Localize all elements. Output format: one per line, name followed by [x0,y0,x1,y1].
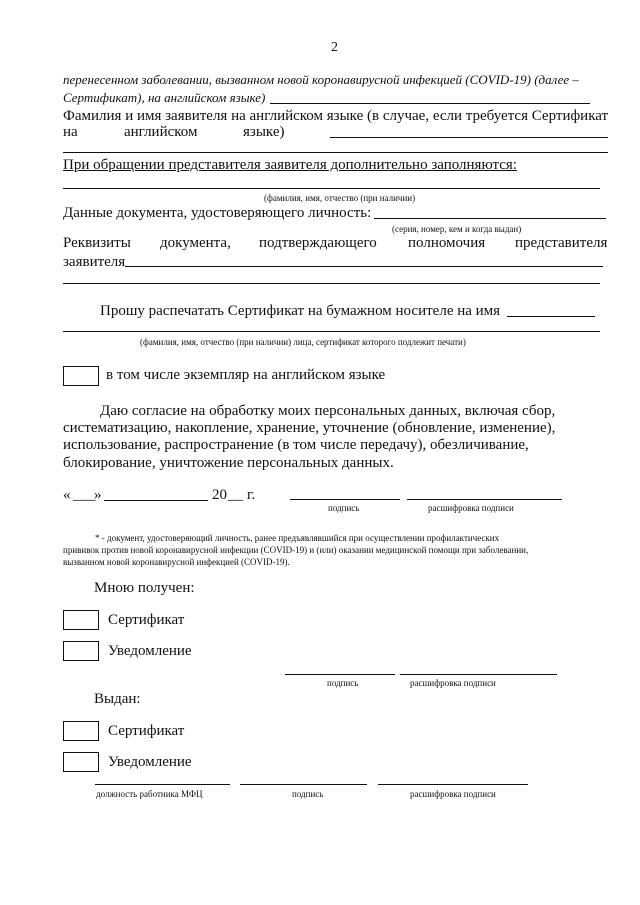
date-open-quote: « [63,487,71,503]
consent-line-2: систематизацию, накопление, хранение, уточнение (обновление, изменение), [63,420,556,436]
intro-line-1: перенесенном заболевании, вызванном новой коронавирусной инфекцией (COVID-19) (далее – [63,72,579,87]
page-number: 2 [331,40,338,55]
received-signature-field[interactable] [285,674,395,675]
mfc-decoding-field[interactable] [378,784,528,785]
consent-line-1: Даю согласие на обработку моих персональных данных, включая сбор, [100,403,556,419]
footnote-line-3: вызванном новой коронавирусной инфекцией (COVID-19). [63,557,290,567]
authority-doc-field[interactable] [125,266,603,267]
authority-doc-word-5: представителя [515,235,608,251]
caption-identity: (серия, номер, кем и когда выдан) [392,224,522,234]
english-copy-checkbox[interactable] [63,366,99,386]
received-decoding-field[interactable] [400,674,557,675]
caption-signature-2: подпись [327,678,359,688]
caption-signature-1: подпись [328,503,360,513]
date-year-blank[interactable]: __ [228,487,243,503]
caption-decoding-1: расшифровка подписи [428,503,514,513]
caption-decoding-3: расшифровка подписи [410,789,496,799]
print-name-field[interactable] [507,316,595,317]
caption-mfc-position: должность работника МФЦ [96,789,203,799]
print-name-field-2[interactable] [63,331,600,332]
received-notification-checkbox[interactable] [63,641,99,661]
authority-doc-field-2[interactable] [63,283,600,284]
authority-doc-word-4: полномочия [408,235,486,251]
issued-notification-checkbox[interactable] [63,752,99,772]
received-certificate-checkbox[interactable] [63,610,99,630]
date-close-quote: » [94,487,102,503]
representative-heading: При обращении представителя заявителя дополнительно заполняются: [63,157,517,173]
mfc-signature-field[interactable] [240,784,367,785]
intro-line-2: Сертификат), на английском языке) [63,90,266,105]
english-name-field[interactable] [330,137,608,138]
english-name-label-word-3: языке) [243,124,285,140]
intro-fill-line [270,103,590,104]
date-year-suffix: г. [247,487,256,503]
authority-doc-word-3: подтверждающего [259,235,377,251]
authority-doc-word-1: Реквизиты [63,235,131,251]
english-name-field-2[interactable] [63,152,608,153]
authority-doc-word-2: документа, [160,235,231,251]
received-label: Мною получен: [94,580,195,596]
date-year-prefix: 20 [212,487,227,503]
consent-line-4: блокирование, уничтожение персональных данных. [63,455,394,471]
english-name-label-word-2: английском [124,124,198,140]
identity-doc-field[interactable] [374,218,606,219]
caption-signature-3: подпись [292,789,324,799]
english-name-label: Фамилия и имя заявителя на английском языке (в случае, если требуется Сертификат [63,108,609,124]
date-day-blank[interactable]: ___ [73,487,96,503]
representative-fio-field[interactable] [63,188,600,189]
print-request-label: Прошу распечатать Сертификат на бумажном носителе на имя [100,303,501,319]
caption-fio: (фамилия, имя, отчество (при наличии) [264,193,416,203]
english-copy-label: в том числе экземпляр на английском языке [106,367,386,383]
issued-certificate-label: Сертификат [108,723,185,739]
footnote-line-2: прививок против новой коронавирусной инфекции (COVID-19) и (или) оказании медицинской помощи при заболевании, [63,545,529,555]
consent-line-3: использование, распространение (в том числе передачу), обезличивание, [63,437,529,453]
english-name-label-word-1: на [63,124,78,140]
date-month-field[interactable] [104,500,208,501]
issued-notification-label: Уведомление [108,754,192,770]
applicant-signature-field[interactable] [290,499,400,500]
caption-decoding-2: расшифровка подписи [410,678,496,688]
issued-certificate-checkbox[interactable] [63,721,99,741]
authority-doc-line-2: заявителя [63,254,126,270]
received-certificate-label: Сертификат [108,612,185,628]
caption-print: (фамилия, имя, отчество (при наличии) лица, сертификат которого подлежит печати) [140,337,466,347]
received-notification-label: Уведомление [108,643,192,659]
issued-label: Выдан: [94,691,141,707]
mfc-position-field[interactable] [95,784,230,785]
footnote-line-1: * - документ, удостоверяющий личность, ранее предъявлявшийся при осуществлении профилактических [95,533,500,543]
identity-doc-label: Данные документа, удостоверяющего личность: [63,205,372,221]
applicant-decoding-field[interactable] [407,499,562,500]
